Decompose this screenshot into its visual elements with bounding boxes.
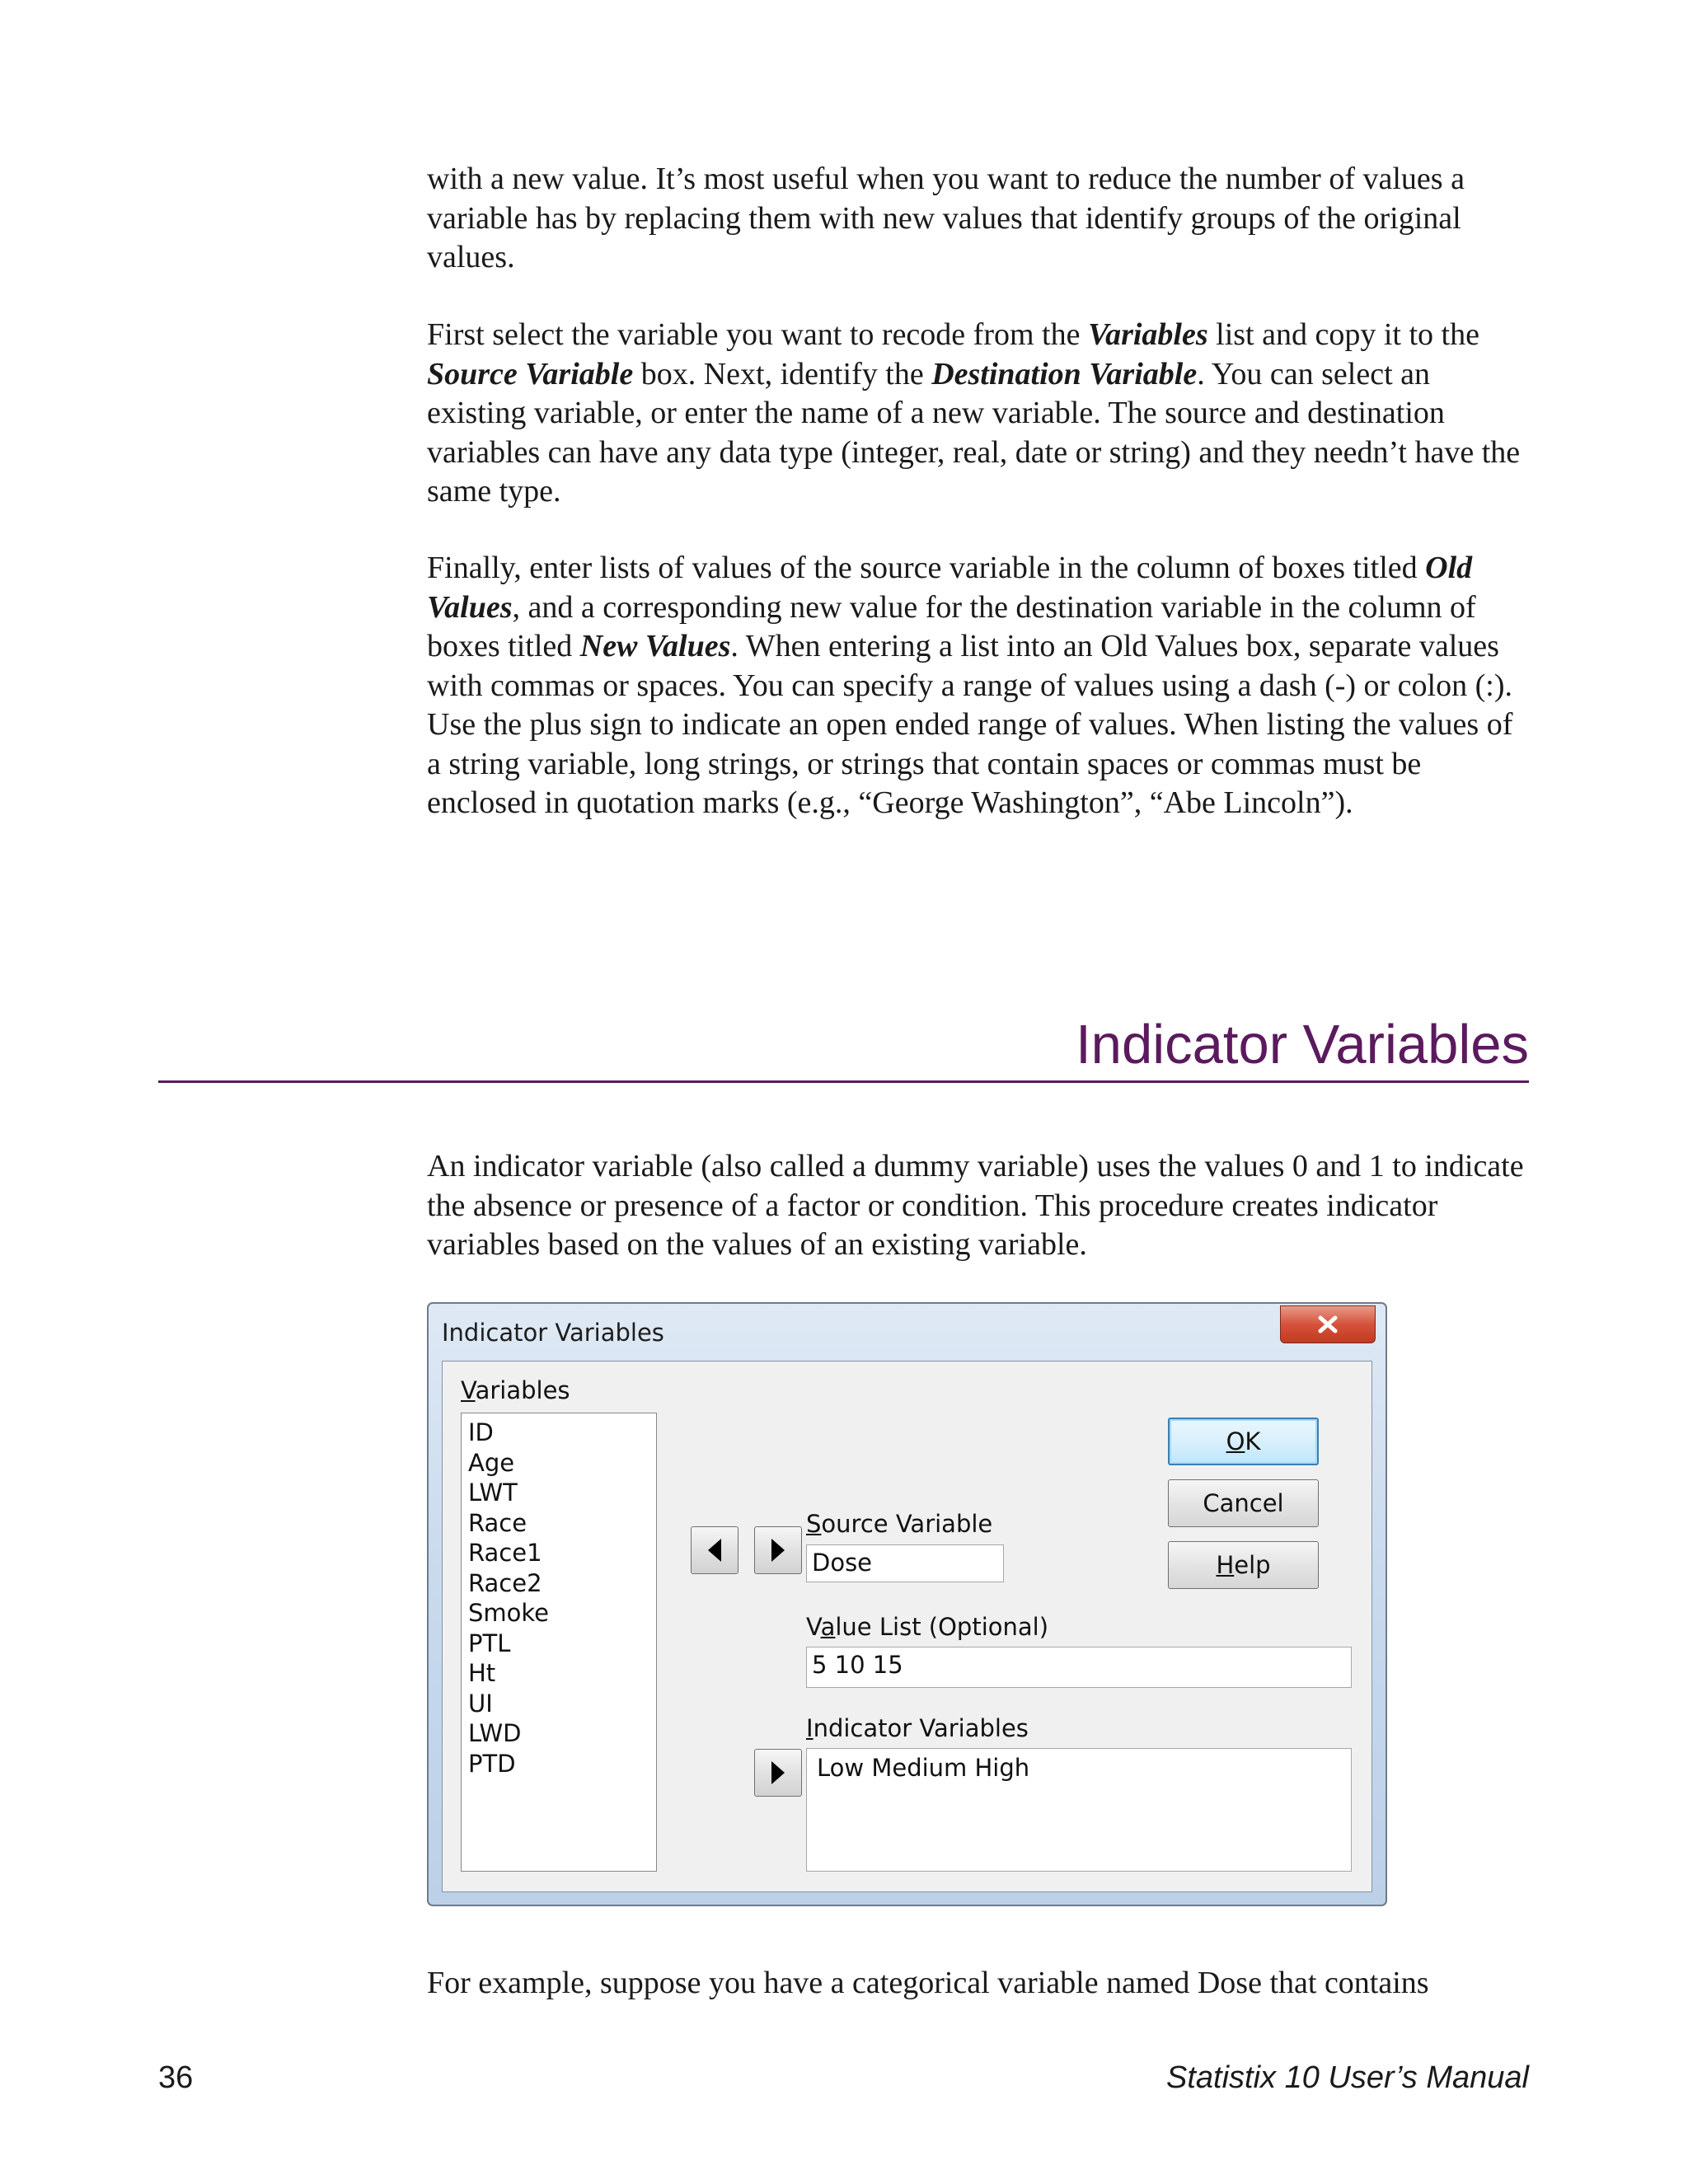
list-item[interactable]: PTL — [468, 1629, 511, 1657]
list-item[interactable]: Ht — [468, 1659, 496, 1687]
source-variable-field[interactable]: Dose — [806, 1544, 1004, 1582]
help-button[interactable] — [1168, 1541, 1319, 1589]
list-item[interactable]: Smoke — [468, 1599, 550, 1627]
list-item[interactable]: Age — [468, 1448, 515, 1477]
mnemonic: a — [820, 1613, 836, 1641]
button-label: K — [1245, 1427, 1261, 1455]
paragraph-recode-select — [427, 316, 1531, 512]
manual-title: Statistix 10 User’s Manual — [1165, 2060, 1529, 2095]
term-source-variable: Source Variable — [427, 356, 634, 391]
add-indicator-button[interactable] — [754, 1749, 802, 1797]
label-text: ndicator Variables — [813, 1714, 1029, 1742]
text-run: , and a corresponding new value for the destination variable in the column of boxes titled — [427, 589, 1476, 663]
list-item[interactable]: Race1 — [468, 1539, 542, 1567]
variables-label — [461, 1376, 570, 1404]
list-item[interactable]: LWT — [468, 1479, 518, 1507]
list-item[interactable]: ID — [468, 1418, 494, 1446]
text-run: list and copy it to the — [1207, 317, 1479, 352]
indicator-variables-dialog — [427, 1302, 1387, 1906]
label-text: ource Variable — [821, 1510, 993, 1538]
variables-listbox[interactable] — [461, 1413, 657, 1872]
page-number: 36 — [158, 2060, 194, 2095]
list-item[interactable]: LWD — [468, 1719, 522, 1747]
term-destination-variable: Destination Variable — [931, 356, 1198, 391]
text-run: Finally, enter lists of values of the source variable in the column of boxes titled — [427, 551, 1426, 585]
text-run: First select the variable you want to recode from the — [427, 317, 1088, 352]
term-old-values: Old Values — [427, 551, 1473, 625]
label-text: lue List (Optional) — [835, 1613, 1049, 1641]
label-text: ariables — [475, 1376, 570, 1404]
add-source-button[interactable] — [754, 1526, 802, 1574]
list-item[interactable]: Race2 — [468, 1568, 542, 1597]
list-item[interactable]: Race — [468, 1508, 528, 1537]
paragraph-example: For example, suppose you have a categorical variable named Dose that contains — [427, 1966, 1429, 2000]
value-list-label — [806, 1613, 1048, 1641]
remove-source-button[interactable] — [691, 1526, 738, 1574]
term-variables: Variables — [1087, 317, 1208, 352]
label-text: V — [806, 1613, 821, 1641]
text-run: . You can select an existing variable, or enter the name of a new variable. The source and destination variables can have any data type (integer, real, date or string) and they needn’t have the same type. — [427, 356, 1521, 509]
text-run: box. Next, identify the — [633, 356, 932, 391]
indicator-variables-label — [806, 1714, 1029, 1742]
dialog-title: Indicator Variables — [442, 1319, 664, 1347]
close-icon — [1315, 1315, 1340, 1334]
text-run: . When entering a list into an Old Values box, separate values with commas or spaces. You can specify a range of values using a dash (-) or colon (:). Use the plus sign to indicate an open ended range of values. When listing the values of a string variable, long strings, or strings that contain spaces or commas must be enclosed in quotation marks (e.g., “George Washington”, “Abe Lincoln”). — [427, 629, 1513, 820]
source-variable-label — [806, 1510, 992, 1538]
paragraph-indicator-intro: An indicator variable (also called a dummy variable) uses the values 0 and 1 to indicate the absence or presence of a factor or condition. This procedure creates indicator variables based on the values of an existing variable. — [427, 1149, 1524, 1262]
mnemonic: S — [806, 1510, 822, 1538]
paragraph-recode-intro: with a new value. It’s most useful when you want to reduce the number of values a variable has by replacing them with new values that identify groups of the original values. — [427, 162, 1465, 274]
mnemonic: I — [806, 1714, 814, 1742]
arrow-right-icon — [771, 1761, 785, 1784]
value-list-field[interactable]: 5 10 15 — [806, 1647, 1352, 1688]
list-item[interactable]: PTD — [468, 1749, 516, 1778]
section-divider — [158, 1080, 1529, 1083]
dialog-body — [442, 1361, 1372, 1892]
arrow-left-icon — [708, 1539, 721, 1562]
paragraph-recode-values — [427, 549, 1531, 823]
mnemonic: O — [1226, 1427, 1245, 1455]
button-label: elp — [1234, 1551, 1271, 1579]
mnemonic: V — [461, 1376, 476, 1404]
ok-button[interactable] — [1168, 1418, 1319, 1465]
term-new-values: New Values — [579, 629, 731, 663]
arrow-right-icon — [771, 1539, 785, 1562]
cancel-button[interactable]: Cancel — [1168, 1479, 1319, 1527]
indicator-variables-field[interactable]: Low Medium High — [806, 1748, 1352, 1872]
section-heading: Indicator Variables — [1076, 1014, 1529, 1076]
list-item[interactable]: UI — [468, 1689, 493, 1718]
mnemonic: H — [1216, 1551, 1235, 1579]
close-button[interactable] — [1280, 1305, 1376, 1343]
